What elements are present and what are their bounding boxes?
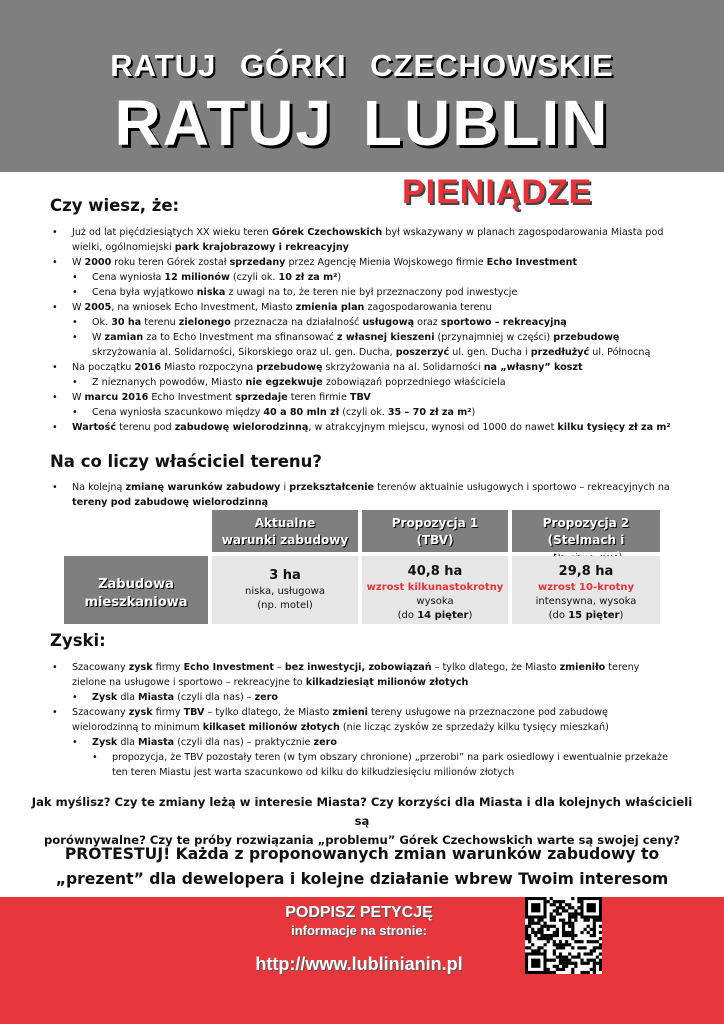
list-item — [52, 735, 672, 750]
list-item — [52, 375, 672, 390]
list-text-run: zmienia plan — [295, 302, 365, 313]
list-text-run: 35 – 70 zł za m² — [387, 407, 472, 418]
list-text-run: – tylko dlatego, że Miasto — [204, 707, 333, 718]
cell-proposal2-floors — [512, 609, 660, 623]
list-item — [52, 705, 672, 735]
list-text-run: Miasto rozpoczyna — [161, 362, 257, 373]
list-text-run: kilkaset milionów złotych — [202, 722, 340, 733]
list-text-run: – tylko dlatego, że Miasto — [431, 662, 560, 673]
list-text-run: i — [280, 482, 290, 493]
list-text-run: TBV — [349, 392, 371, 403]
list-text-run: 2000 — [84, 257, 112, 268]
list-text-run: był wskazywany w planach zagospodarowania Miasta pod wielki, ogólnomiejski — [72, 227, 664, 253]
row-header-line2: mieszkaniowa — [84, 595, 188, 610]
question-line2: porównywalne? Czy te próby rozwiązania „problemu” Górek Czechowskich warte są swojej ceny? — [44, 833, 680, 847]
money-stamp: PIENIĄDZE — [402, 173, 593, 211]
list-text-run: marcu 2016 — [84, 392, 149, 403]
floors-pre: (do — [548, 610, 569, 621]
list-text-run: z uwagi na to, że teren nie był przeznaczony pod inwestycje — [225, 287, 518, 298]
list-text-run: Z nieznanych powodów, Miasto — [92, 377, 246, 388]
list-text-run: 10 zł za m² — [278, 272, 338, 283]
list-item — [52, 690, 672, 705]
list-item — [52, 285, 672, 300]
list-text-run: (czyli dla nas) – praktycznie — [174, 737, 314, 748]
list-text-run: ) — [337, 272, 342, 283]
list-text-run: sprzedaje — [235, 392, 288, 403]
list-text-run: W — [92, 332, 105, 343]
list-text-run: zmieniło — [559, 662, 606, 673]
floors-value: 14 pięter — [417, 610, 469, 621]
cell-proposal1 — [362, 556, 508, 624]
cell-current-area: 3 ha — [269, 568, 301, 583]
cell-current-example: (np. motel) — [257, 600, 313, 611]
list-text-run: zero — [254, 692, 279, 703]
list-text-run: (przynajmniej w części) — [434, 332, 554, 343]
list-text-run: firmy — [152, 662, 184, 673]
cell-proposal1-floors — [362, 609, 508, 623]
floors-pre: (do — [397, 610, 418, 621]
cell-proposal1-area: 40,8 ha — [407, 564, 463, 579]
header-subtitle: RATUJ GÓRKI CZECHOWSKIE — [110, 48, 614, 83]
list-text-run: oraz — [414, 317, 441, 328]
list-text-run: Na kolejną — [72, 482, 126, 493]
col-header-proposal2-line1: Propozycja 2 — [542, 516, 630, 530]
list-text-run: roku teren Górek został — [111, 257, 230, 268]
list-text-run: kilkadziesiąt milionów złotych — [305, 677, 469, 688]
list-text-run: Zysk — [92, 737, 118, 748]
list-item — [52, 255, 672, 270]
list-item — [52, 225, 672, 255]
protest-call — [20, 842, 704, 892]
cell-proposal2-growth: wzrost 10-krotny — [537, 582, 634, 593]
list-text-run: nie egzekwuje — [245, 377, 323, 388]
list-text-run: (czyli ok. — [229, 272, 279, 283]
floors-post: ) — [468, 610, 473, 621]
cell-proposal2-area: 29,8 ha — [558, 564, 614, 579]
floors-post: ) — [619, 610, 624, 621]
list-item — [52, 420, 672, 435]
list-text-run: Wartość — [72, 422, 117, 433]
list-item — [52, 270, 672, 285]
list-text-run: sprzedany — [229, 257, 286, 268]
question-line1: Jak myślisz? Czy te zmiany leżą w interesie Miasta? Czy korzyści dla Miasta i dla kolejnych właścicieli są — [31, 795, 693, 828]
list-text-run: – — [273, 662, 285, 673]
list-text-run: za to Echo Investment ma sfinansować — [143, 332, 337, 343]
list-text-run: Szacowany — [72, 707, 129, 718]
list-item — [52, 750, 672, 780]
list-text-run: ul. gen. Ducha i — [449, 347, 531, 358]
list-text-run: Zysk — [92, 692, 118, 703]
list-text-run: Miasta — [138, 692, 175, 703]
list-text-run: W — [72, 257, 85, 268]
list-text-run: TBV — [183, 707, 205, 718]
list-text-run: skrzyżowania na al. Solidarności — [322, 362, 484, 373]
list-text-run: przebudowę — [256, 362, 323, 373]
profits-list — [52, 660, 672, 780]
protest-line2: „prezent” dla dewelopera i kolejne działanie wbrew Twoim interesom — [55, 870, 669, 888]
list-text-run: przeznacza na działalność — [230, 317, 363, 328]
list-text-run: Cena wyniosła — [92, 272, 165, 283]
list-text-run: 2005 — [84, 302, 112, 313]
list-text-run: terenu pod — [116, 422, 175, 433]
list-text-run: (czyli dla nas) – — [174, 692, 255, 703]
list-text-run: zmieni — [332, 707, 368, 718]
cell-proposal1-type: wysoka — [416, 596, 454, 607]
header-title: RATUJ LUBLIN — [114, 87, 610, 159]
list-text-run: teren firmie — [287, 392, 350, 403]
facts-list — [52, 225, 672, 435]
section2-heading: Na co liczy właściciel terenu? — [50, 452, 323, 471]
list-text-run: terenu — [141, 317, 179, 328]
list-text-run: dla — [117, 692, 139, 703]
petition-label[interactable]: PODPISZ PETYCJĘ — [285, 904, 433, 921]
list-text-run: tereny pod zabudowę wielorodzinną — [72, 497, 269, 508]
list-item — [52, 390, 672, 405]
list-text-run: zielonego — [178, 317, 231, 328]
list-item — [52, 405, 672, 420]
list-text-run: zagospodarowania terenu — [364, 302, 492, 313]
list-text-run: z własnej kieszeni — [336, 332, 435, 343]
list-text-run: Cena wyniosła szacunkowo między — [92, 407, 264, 418]
section3-heading: Zyski: — [50, 631, 106, 650]
list-text-run: skrzyżowania al. Solidarności, Sikorskiego oraz ul. gen. Ducha, — [92, 347, 396, 358]
list-text-run: na „własny” koszt — [483, 362, 583, 373]
list-text-run: zobowiązań poprzedniego właściciela — [322, 377, 506, 388]
list-text-run: zmianę warunków zabudowy — [125, 482, 281, 493]
list-item — [52, 660, 672, 690]
col-header-proposal1 — [362, 510, 508, 552]
list-text-run: Cena była wyjątkowo — [92, 287, 197, 298]
list-text-run: , w atrakcyjnym miejscu, wynosi od 1000 do nawet — [308, 422, 558, 433]
list-text-run: dla — [117, 737, 139, 748]
list-text-run: , na wniosek Echo Investment, Miasto — [111, 302, 296, 313]
list-item — [52, 330, 672, 360]
list-text-run: przez Agencję Mienia Wojskowego firmie — [285, 257, 487, 268]
cell-proposal1-growth: wzrost kilkunastokrotny — [366, 582, 504, 593]
list-text-run: W — [72, 302, 85, 313]
list-text-run: przekształcenie — [289, 482, 375, 493]
cell-current-type: niska, usługowa — [245, 586, 325, 597]
floors-value: 15 pięter — [568, 610, 620, 621]
col-header-current — [212, 510, 358, 552]
section1-heading: Czy wiesz, że: — [50, 196, 180, 215]
list-text-run: Już od lat pięćdziesiątych XX wieku teren — [72, 227, 272, 238]
list-text-run: Echo Investment — [486, 257, 578, 268]
qr-code-icon[interactable] — [525, 897, 602, 974]
list-text-run: 30 ha — [111, 317, 142, 328]
list-text-run: W — [72, 392, 85, 403]
list-text-run: niska — [196, 287, 226, 298]
col-header-proposal2-line2: (Stelmach i — [547, 533, 625, 547]
zoning-comparison-table — [64, 510, 660, 624]
list-text-run: park krajobrazowy i rekreacyjny — [174, 242, 349, 253]
col-header-proposal2 — [512, 510, 660, 552]
owner-expectation-list — [52, 480, 672, 510]
col-header-current-line1: Aktualne — [254, 516, 316, 530]
website-link[interactable]: http://www.lublinianin.pl — [255, 954, 463, 974]
list-item — [52, 315, 672, 330]
list-text-run: poszerzyć — [395, 347, 450, 358]
row-header-residential — [64, 556, 208, 624]
col-header-proposal1-line2: (TBV) — [416, 533, 454, 547]
cell-proposal2 — [512, 556, 660, 624]
qr-code-graphic — [525, 897, 602, 974]
list-text-run: zamian — [104, 332, 144, 343]
list-text-run: (nie licząc zysków ze sprzedaży kilku tysięcy mieszkań) — [339, 722, 609, 733]
list-text-run: 2016 — [134, 362, 162, 373]
list-text-run: propozycja, że TBV pozostały teren (w tym obszary chronione) „przerobi” na park osiedlowy i ewentualnie przekaże ten teren Miastu jest warta szacunkowo od kilku do kilkudziesięciu milionów złotych — [112, 752, 668, 778]
list-text-run: Miasta — [138, 737, 175, 748]
list-item — [52, 300, 672, 315]
list-text-run: przedłużyć — [530, 347, 590, 358]
list-text-run: firmy — [152, 707, 184, 718]
list-text-run: sportowo – rekreacyjną — [440, 317, 567, 328]
col-header-current-line2: warunki zabudowy — [221, 533, 349, 547]
col-header-proposal1-line1: Propozycja 1 — [391, 516, 479, 530]
list-text-run: zero — [313, 737, 337, 748]
protest-line1: PROTESTUJ! Każda z proponowanych zmian warunków zabudowy to — [64, 845, 660, 863]
header-banner — [0, 0, 724, 172]
list-text-run: przebudowę — [553, 332, 620, 343]
list-text-run: ul. Północną — [589, 347, 651, 358]
list-text-run: tereny usługowe na przeznaczone pod zabudowę wielorodzinną to minimum — [72, 707, 608, 733]
list-text-run: zysk — [128, 662, 153, 673]
cell-current — [212, 556, 358, 624]
petition-info: informacje na stronie: — [291, 923, 427, 938]
list-text-run: Ok. — [92, 317, 112, 328]
list-text-run: Szacowany — [72, 662, 129, 673]
list-text-run: 12 milionów — [164, 272, 230, 283]
list-text-run: Na początku — [72, 362, 135, 373]
list-text-run: usługową — [362, 317, 415, 328]
list-text-run: Echo Investment — [183, 662, 274, 673]
list-text-run: ) — [471, 407, 476, 418]
list-item — [52, 480, 672, 510]
row-header-line1: Zabudowa — [98, 577, 174, 592]
list-text-run: zysk — [128, 707, 153, 718]
list-text-run: bez inwestycji, zobowiązań — [284, 662, 432, 673]
list-text-run: tereny zielone na usługowe i sportowo – rekreacyjne to — [72, 662, 640, 688]
list-text-run: terenów aktualnie usługowych i sportowo – rekreacyjnych na — [374, 482, 670, 493]
list-text-run: 40 a 80 mln zł — [263, 407, 340, 418]
list-text-run: Górek Czechowskich — [271, 227, 383, 238]
list-item — [52, 360, 672, 375]
list-text-run: (czyli ok. — [339, 407, 388, 418]
list-text-run: kilku tysięcy zł za m² — [557, 422, 671, 433]
list-text-run: zabudowę wielorodzinną — [174, 422, 309, 433]
list-text-run: Echo Investment — [148, 392, 236, 403]
cell-proposal2-type: intensywna, wysoka — [535, 596, 637, 607]
